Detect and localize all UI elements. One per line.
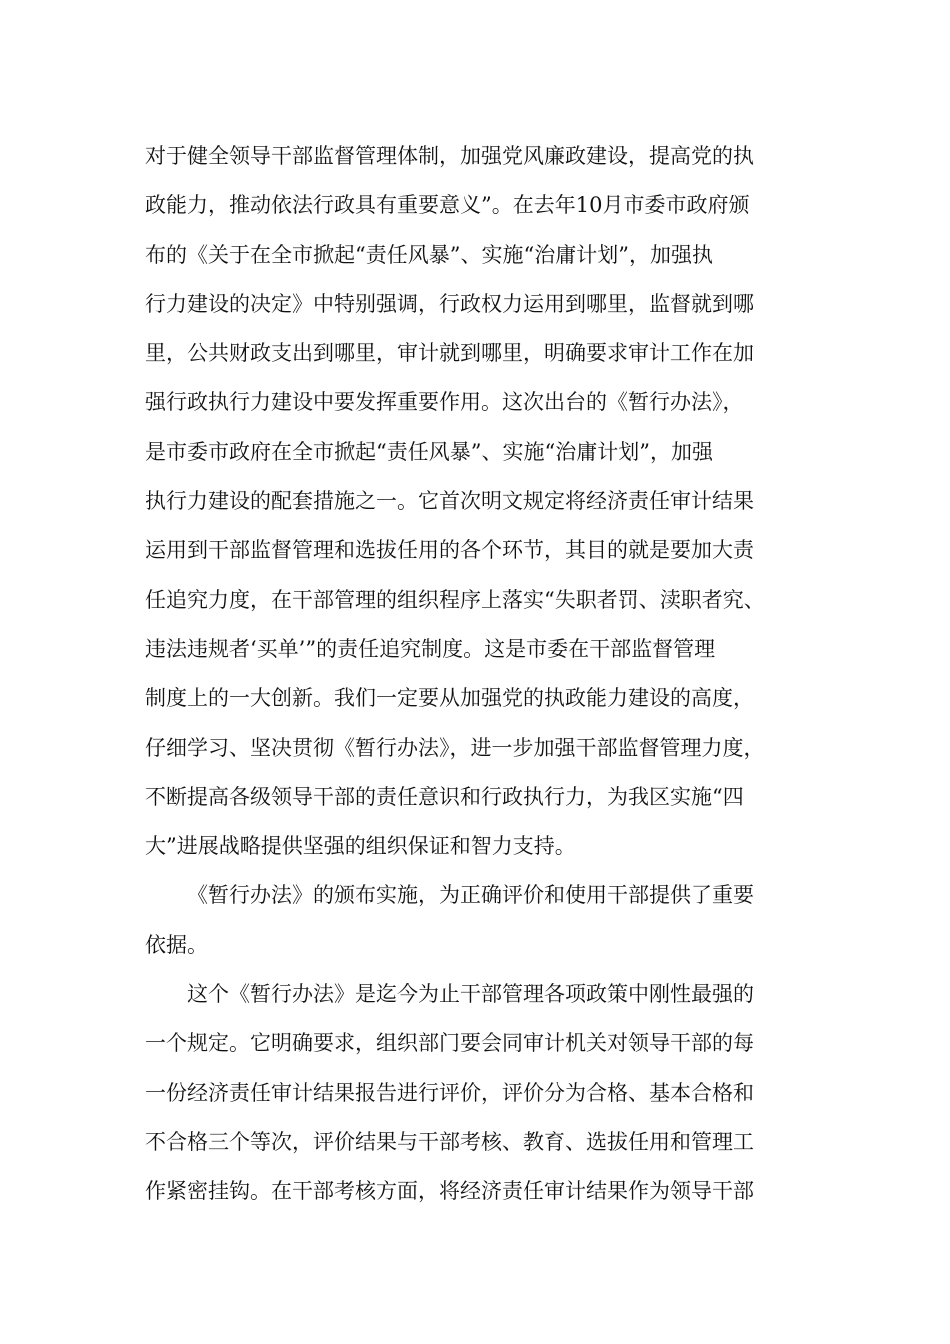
text-line: 政能力，推动依法行政具有重要意义”。在去年10月市委市政府颁 — [145, 193, 750, 218]
text-line: 依据。 — [145, 932, 208, 957]
text-line: 作紧密挂钩。在干部考核方面，将经济责任审计结果作为领导干部 — [145, 1179, 754, 1204]
text-line: 对于健全领导干部监督管理体制，加强党风廉政建设，提高党的执 — [145, 144, 754, 168]
text-line: 强行政执行力建设中要发挥重要作用。这次出台的《暂行办法》， — [145, 390, 744, 415]
text-line: 违法违规者‘买单’”的责任追究制度。这是市委在干部监督管理 — [145, 636, 716, 661]
text-line: 《暂行办法》的颁布实施，为正确评价和使用干部提供了重要 — [187, 883, 754, 908]
text-line: 仔细学习、坚决贯彻《暂行办法》，进一步加强干部监督管理力度， — [145, 735, 765, 760]
paragraph-2 — [145, 871, 845, 970]
paragraph-3 — [145, 970, 845, 1216]
text-line: 不断提高各级领导干部的责任意识和行政执行力，为我区实施“四 — [145, 784, 744, 809]
text-line: 里，公共财政支出到哪里，审计就到哪里，明确要求审计工作在加 — [145, 341, 754, 366]
text-line: 不合格三个等次，评价结果与干部考核、教育、选拔任用和管理工 — [145, 1129, 754, 1154]
text-line: 一个规定。它明确要求，组织部门要会同审计机关对领导干部的每 — [145, 1031, 754, 1056]
document-body — [145, 132, 845, 1217]
text-line: 制度上的一大创新。我们一定要从加强党的执政能力建设的高度， — [145, 686, 754, 711]
text-line: 大”进展战略提供坚强的组织保证和智力支持。 — [145, 834, 576, 859]
text-line: 是市委市政府在全市掀起“责任风暴”、实施“治庸计划”，加强 — [145, 439, 713, 464]
text-line: 一份经济责任审计结果报告进行评价，评价分为合格、基本合格和 — [145, 1080, 754, 1105]
text-line: 布的《关于在全市掀起“责任风暴”、实施“治庸计划”，加强执 — [145, 242, 713, 267]
text-line: 任追究力度，在干部管理的组织程序上落实“失职者罚、渎职者究、 — [145, 587, 765, 612]
text-line: 执行力建设的配套措施之一。它首次明文规定将经济责任审计结果 — [145, 489, 754, 514]
text-line: 运用到干部监督管理和选拔任用的各个环节，其目的就是要加大责 — [145, 538, 754, 563]
paragraph-1 — [145, 132, 845, 871]
text-line: 行力建设的决定》中特别强调，行政权力运用到哪里，监督就到哪 — [145, 291, 754, 316]
text-line: 这个《暂行办法》是迄今为止干部管理各项政策中刚性最强的 — [187, 982, 754, 1007]
